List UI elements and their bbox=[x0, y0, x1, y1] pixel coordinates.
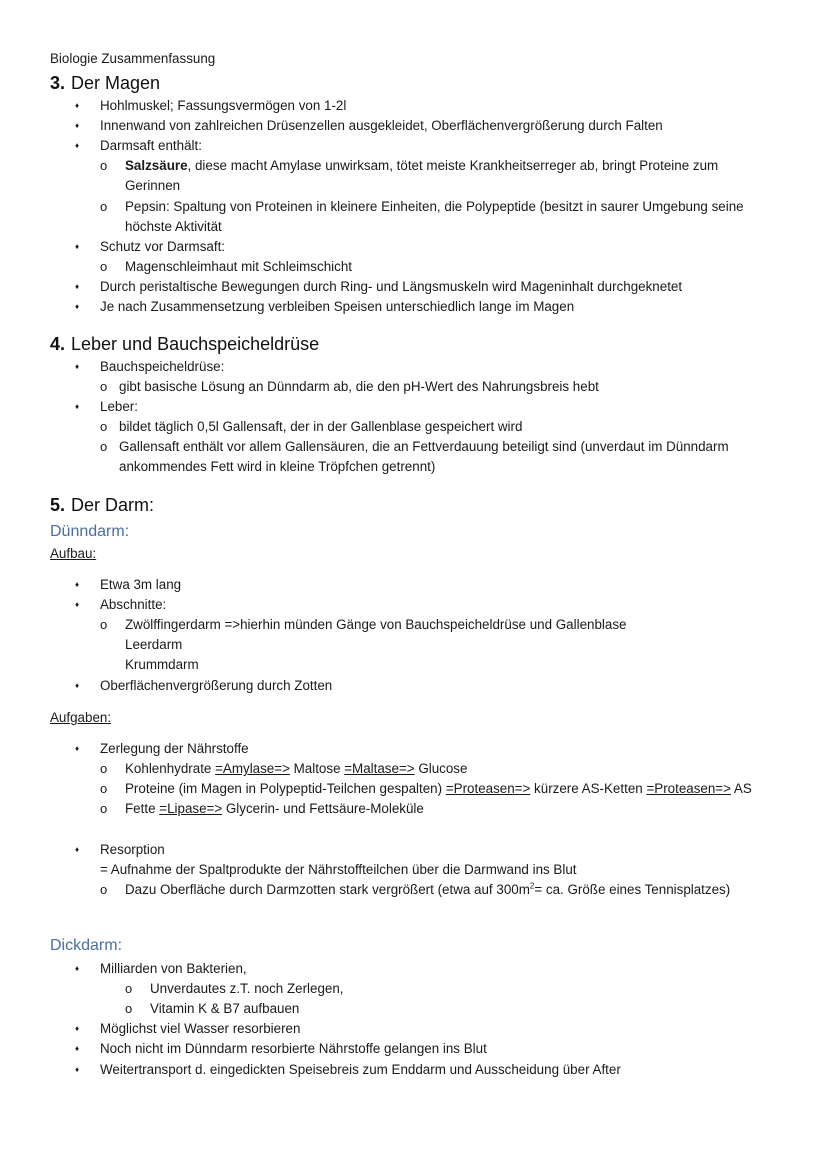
section-number: 3. bbox=[50, 73, 66, 93]
list-item: Bauchspeicheldrüse: bbox=[100, 359, 225, 374]
sub-list-item: Vitamin K & B7 aufbauen bbox=[150, 1001, 300, 1016]
list-item: Möglichst viel Wasser resorbieren bbox=[100, 1021, 301, 1036]
superscript: 2 bbox=[529, 881, 535, 891]
sub-list-item: bildet täglich 0,5l Gallensaft, der in der Gallenblase gespeichert wird bbox=[119, 419, 523, 434]
diamond-bullet-icon: ♦ bbox=[75, 282, 80, 291]
enzyme-arrow: =Proteasen=> bbox=[445, 781, 531, 796]
enzyme-arrow: =Maltase=> bbox=[344, 761, 415, 776]
section-heading-magen bbox=[50, 72, 160, 94]
diamond-bullet-icon: ♦ bbox=[75, 362, 80, 371]
list-item: Abschnitte: bbox=[100, 597, 167, 612]
sub-list-item: gibt basische Lösung an Dünndarm ab, die den pH-Wert des Nahrungsbreis hebt bbox=[119, 379, 599, 394]
list-item: Schutz vor Darmsaft: bbox=[100, 239, 226, 254]
subheading-dickdarm: Dickdarm: bbox=[50, 937, 123, 954]
sub-list-item bbox=[125, 881, 730, 899]
item-text: kürzere AS-Ketten bbox=[530, 781, 647, 796]
item-text: = ca. Größe eines Tennisplatzes) bbox=[534, 882, 731, 897]
item-text: Fette bbox=[125, 801, 160, 816]
item-text: Proteine (im Magen in Polypeptid-Teilchen gespalten) bbox=[125, 781, 446, 796]
circle-bullet-icon: o bbox=[125, 981, 133, 996]
item-text: Kohlenhydrate bbox=[125, 761, 216, 776]
definition-text: = Aufnahme der Spaltprodukte der Nährstoffteilchen über die Darmwand ins Blut bbox=[100, 862, 577, 877]
enzyme-arrow: =Amylase=> bbox=[215, 761, 290, 776]
item-text: Glucose bbox=[414, 761, 468, 776]
sub-list-item: Gallensaft enthält vor allem Gallensäuren, die an Fettverdauung beteiligt sind (unverdaut im Dünndarm bbox=[119, 439, 729, 454]
sub-list-item bbox=[125, 780, 752, 798]
circle-bullet-icon: o bbox=[100, 158, 108, 173]
label-aufgaben: Aufgaben: bbox=[50, 710, 112, 725]
diamond-bullet-icon: ♦ bbox=[75, 600, 80, 609]
circle-bullet-icon: o bbox=[100, 259, 108, 274]
sub-list-item: Magenschleimhaut mit Schleimschicht bbox=[125, 259, 352, 274]
sub-list-item: Zwölffingerdarm =>hierhin münden Gänge von Bauchspeicheldrüse und Gallenblase bbox=[125, 617, 627, 632]
list-item: Etwa 3m lang bbox=[100, 577, 182, 592]
list-item: Noch nicht im Dünndarm resorbierte Nährstoffe gelangen ins Blut bbox=[100, 1041, 487, 1056]
list-item: Leber: bbox=[100, 399, 138, 414]
sub-list-item bbox=[125, 760, 467, 778]
circle-bullet-icon: o bbox=[100, 781, 108, 796]
section-title: Der Darm: bbox=[71, 495, 155, 515]
sub-list-item bbox=[125, 800, 424, 818]
circle-bullet-icon: o bbox=[125, 1001, 133, 1016]
sub-list-item: Leerdarm bbox=[125, 637, 183, 652]
sub-list-item: Pepsin: Spaltung von Proteinen in kleinere Einheiten, die Polypeptide (besitzt in saurer Umgebung seine bbox=[125, 199, 744, 214]
item-text: Maltose bbox=[289, 761, 345, 776]
item-text: Dazu Oberfläche durch Darmzotten stark vergrößert (etwa auf 300m bbox=[125, 882, 530, 897]
section-heading-darm bbox=[50, 494, 154, 516]
section-number: 5. bbox=[50, 495, 66, 515]
list-item: Milliarden von Bakterien, bbox=[100, 961, 247, 976]
subheading-duenndarm: Dünndarm: bbox=[50, 523, 130, 540]
enzyme-arrow: =Proteasen=> bbox=[646, 781, 731, 796]
circle-bullet-icon: o bbox=[100, 882, 108, 897]
sub-list-item: Unverdautes z.T. noch Zerlegen, bbox=[150, 981, 344, 996]
continuation-text: höchste Aktivität bbox=[125, 219, 222, 234]
list-item: Je nach Zusammensetzung verbleiben Speisen unterschiedlich lange im Magen bbox=[100, 299, 575, 314]
list-item: Hohlmuskel; Fassungsvermögen von 1-2l bbox=[100, 98, 347, 113]
list-item: Darmsaft enthält: bbox=[100, 138, 202, 153]
diamond-bullet-icon: ♦ bbox=[75, 1044, 80, 1053]
section-title: Leber und Bauchspeicheldrüse bbox=[71, 334, 320, 354]
circle-bullet-icon: o bbox=[100, 761, 108, 776]
diamond-bullet-icon: ♦ bbox=[75, 845, 80, 854]
sub-list-item bbox=[125, 157, 718, 175]
item-text: Glycerin- und Fettsäure-Moleküle bbox=[222, 801, 424, 816]
section-heading-leber bbox=[50, 333, 319, 355]
bold-term: Salzsäure bbox=[125, 158, 188, 173]
diamond-bullet-icon: ♦ bbox=[75, 242, 80, 251]
diamond-bullet-icon: ♦ bbox=[75, 121, 80, 130]
diamond-bullet-icon: ♦ bbox=[75, 580, 80, 589]
circle-bullet-icon: o bbox=[100, 439, 108, 454]
section-title: Der Magen bbox=[71, 73, 161, 93]
list-item: Oberflächenvergrößerung durch Zotten bbox=[100, 678, 333, 693]
diamond-bullet-icon: ♦ bbox=[75, 141, 80, 150]
diamond-bullet-icon: ♦ bbox=[75, 101, 80, 110]
circle-bullet-icon: o bbox=[100, 379, 108, 394]
diamond-bullet-icon: ♦ bbox=[75, 964, 80, 973]
item-text: , diese macht Amylase unwirksam, tötet meiste Krankheitserreger ab, bringt Proteine zum bbox=[187, 158, 719, 173]
diamond-bullet-icon: ♦ bbox=[75, 744, 80, 753]
list-item: Zerlegung der Nährstoffe bbox=[100, 741, 249, 756]
diamond-bullet-icon: ♦ bbox=[75, 302, 80, 311]
continuation-text: Gerinnen bbox=[125, 178, 181, 193]
section-number: 4. bbox=[50, 334, 66, 354]
diamond-bullet-icon: ♦ bbox=[75, 402, 80, 411]
sub-list-item: Krummdarm bbox=[125, 657, 199, 672]
list-item: Weitertransport d. eingedickten Speisebreis zum Enddarm und Ausscheidung über After bbox=[100, 1062, 621, 1077]
list-item: Innenwand von zahlreichen Drüsenzellen ausgekleidet, Oberflächenvergrößerung durch Falten bbox=[100, 118, 663, 133]
circle-bullet-icon: o bbox=[100, 419, 108, 434]
continuation-text: ankommendes Fett wird in kleine Tröpfchen getrennt) bbox=[119, 459, 436, 474]
label-aufbau: Aufbau: bbox=[50, 546, 97, 561]
item-text: AS bbox=[730, 781, 752, 796]
circle-bullet-icon: o bbox=[100, 801, 108, 816]
enzyme-arrow: =Lipase=> bbox=[159, 801, 223, 816]
diamond-bullet-icon: ♦ bbox=[75, 1065, 80, 1074]
circle-bullet-icon: o bbox=[100, 199, 108, 214]
circle-bullet-icon: o bbox=[100, 617, 108, 632]
list-item: Durch peristaltische Bewegungen durch Ring- und Längsmuskeln wird Mageninhalt durchgeknetet bbox=[100, 279, 683, 294]
diamond-bullet-icon: ♦ bbox=[75, 1024, 80, 1033]
diamond-bullet-icon: ♦ bbox=[75, 681, 80, 690]
document-header: Biologie Zusammenfassung bbox=[50, 51, 216, 66]
list-item: Resorption bbox=[100, 842, 165, 857]
